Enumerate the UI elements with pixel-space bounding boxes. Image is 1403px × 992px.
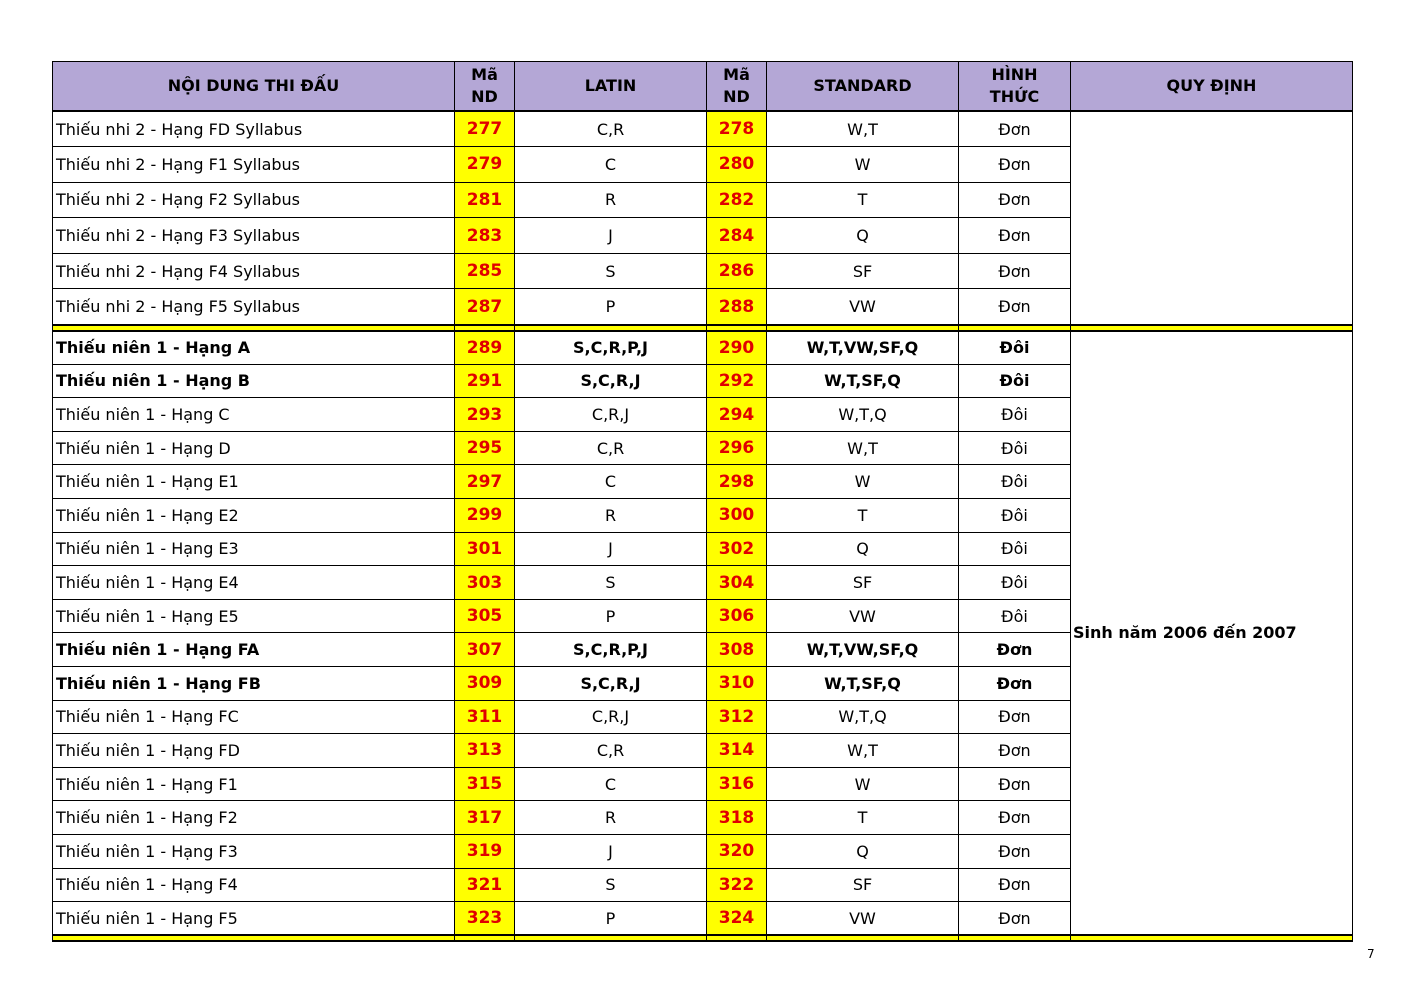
standard-code: 318: [707, 801, 767, 835]
entry-form: Đôi: [959, 599, 1071, 633]
latin-dances: P: [515, 902, 707, 936]
latin-code: 277: [455, 111, 515, 147]
latin-code: 309: [455, 667, 515, 701]
header-standard: STANDARD: [767, 62, 959, 112]
separator-cell: [515, 935, 707, 941]
standard-dances: T: [767, 182, 959, 218]
standard-dances: Q: [767, 834, 959, 868]
entry-form: Đôi: [959, 431, 1071, 465]
latin-code: 279: [455, 147, 515, 183]
entry-form: Đôi: [959, 398, 1071, 432]
latin-code: 305: [455, 599, 515, 633]
latin-dances: R: [515, 499, 707, 533]
event-name: Thiếu niên 1 - Hạng E1: [53, 465, 455, 499]
latin-dances: C,R,J: [515, 700, 707, 734]
table-row: [53, 111, 1353, 147]
age-rule: [1071, 111, 1353, 325]
standard-dances: W,T: [767, 734, 959, 768]
latin-code: 321: [455, 868, 515, 902]
header-thuc-label: THỨC: [989, 87, 1040, 106]
latin-dances: J: [515, 218, 707, 254]
competition-table: [52, 61, 1353, 942]
latin-code: 295: [455, 431, 515, 465]
latin-code: 297: [455, 465, 515, 499]
latin-dances: S,C,R,J: [515, 667, 707, 701]
table-body: [53, 111, 1353, 941]
event-name: Thiếu niên 1 - Hạng FD: [53, 734, 455, 768]
standard-code: 278: [707, 111, 767, 147]
header-quy-dinh: QUY ĐỊNH: [1071, 62, 1353, 112]
standard-code: 292: [707, 364, 767, 398]
event-name: Thiếu nhi 2 - Hạng F5 Syllabus: [53, 289, 455, 325]
standard-dances: W,T,SF,Q: [767, 364, 959, 398]
standard-code: 316: [707, 767, 767, 801]
event-name: Thiếu niên 1 - Hạng F5: [53, 902, 455, 936]
event-name: Thiếu niên 1 - Hạng C: [53, 398, 455, 432]
latin-code: 287: [455, 289, 515, 325]
event-name: Thiếu niên 1 - Hạng F2: [53, 801, 455, 835]
standard-code: 320: [707, 834, 767, 868]
latin-code: 319: [455, 834, 515, 868]
entry-form: Đơn: [959, 734, 1071, 768]
latin-dances: S: [515, 253, 707, 289]
header-nd-label: ND: [723, 87, 750, 106]
latin-dances: C,R: [515, 431, 707, 465]
event-name: Thiếu nhi 2 - Hạng FD Syllabus: [53, 111, 455, 147]
standard-code: 306: [707, 599, 767, 633]
header-noi-dung: NỘI DUNG THI ĐẤU: [53, 62, 455, 112]
event-name: Thiếu niên 1 - Hạng E2: [53, 499, 455, 533]
latin-code: 317: [455, 801, 515, 835]
standard-dances: W,T,SF,Q: [767, 667, 959, 701]
standard-code: 314: [707, 734, 767, 768]
entry-form: Đôi: [959, 532, 1071, 566]
entry-form: Đơn: [959, 902, 1071, 936]
standard-dances: W,T: [767, 431, 959, 465]
latin-dances: C: [515, 767, 707, 801]
latin-code: 301: [455, 532, 515, 566]
entry-form: Đôi: [959, 499, 1071, 533]
latin-dances: C: [515, 465, 707, 499]
standard-code: 282: [707, 182, 767, 218]
event-name: Thiếu niên 1 - Hạng E4: [53, 566, 455, 600]
standard-dances: T: [767, 499, 959, 533]
standard-code: 284: [707, 218, 767, 254]
latin-dances: R: [515, 182, 707, 218]
standard-dances: W,T,Q: [767, 398, 959, 432]
event-name: Thiếu nhi 2 - Hạng F2 Syllabus: [53, 182, 455, 218]
latin-dances: C,R: [515, 734, 707, 768]
header-hinh-thuc: [959, 62, 1071, 112]
standard-code: 288: [707, 289, 767, 325]
standard-code: 324: [707, 902, 767, 936]
latin-code: 283: [455, 218, 515, 254]
standard-dances: SF: [767, 253, 959, 289]
standard-code: 310: [707, 667, 767, 701]
latin-dances: R: [515, 801, 707, 835]
standard-dances: W,T,VW,SF,Q: [767, 633, 959, 667]
age-rule: Sinh năm 2006 đến 2007: [1071, 331, 1353, 936]
entry-form: Đơn: [959, 111, 1071, 147]
entry-form: Đơn: [959, 868, 1071, 902]
event-name: Thiếu nhi 2 - Hạng F3 Syllabus: [53, 218, 455, 254]
table-row: [53, 331, 1353, 365]
event-name: Thiếu niên 1 - Hạng D: [53, 431, 455, 465]
standard-dances: Q: [767, 218, 959, 254]
header-ma-nd-latin: [455, 62, 515, 112]
entry-form: Đơn: [959, 289, 1071, 325]
latin-code: 307: [455, 633, 515, 667]
latin-code: 285: [455, 253, 515, 289]
standard-dances: Q: [767, 532, 959, 566]
group-separator: [53, 935, 1353, 941]
standard-code: 300: [707, 499, 767, 533]
latin-code: 323: [455, 902, 515, 936]
event-name: Thiếu niên 1 - Hạng F4: [53, 868, 455, 902]
latin-dances: J: [515, 532, 707, 566]
latin-dances: S: [515, 566, 707, 600]
standard-code: 280: [707, 147, 767, 183]
separator-cell: [707, 935, 767, 941]
latin-dances: C,R,J: [515, 398, 707, 432]
latin-dances: J: [515, 834, 707, 868]
standard-code: 286: [707, 253, 767, 289]
latin-code: 289: [455, 331, 515, 365]
standard-dances: VW: [767, 599, 959, 633]
event-name: Thiếu nhi 2 - Hạng F1 Syllabus: [53, 147, 455, 183]
latin-code: 281: [455, 182, 515, 218]
standard-dances: W: [767, 767, 959, 801]
standard-dances: W,T,Q: [767, 700, 959, 734]
latin-code: 311: [455, 700, 515, 734]
latin-code: 313: [455, 734, 515, 768]
separator-cell: [1071, 935, 1353, 941]
latin-dances: P: [515, 289, 707, 325]
standard-dances: T: [767, 801, 959, 835]
latin-dances: P: [515, 599, 707, 633]
entry-form: Đơn: [959, 801, 1071, 835]
header-ma-nd-standard: [707, 62, 767, 112]
entry-form: Đơn: [959, 834, 1071, 868]
header-nd-label: ND: [471, 87, 498, 106]
latin-code: 315: [455, 767, 515, 801]
latin-code: 291: [455, 364, 515, 398]
standard-dances: VW: [767, 902, 959, 936]
standard-dances: W: [767, 465, 959, 499]
entry-form: Đơn: [959, 767, 1071, 801]
standard-code: 302: [707, 532, 767, 566]
event-name: Thiếu niên 1 - Hạng FB: [53, 667, 455, 701]
entry-form: Đơn: [959, 182, 1071, 218]
latin-dances: S,C,R,P,J: [515, 633, 707, 667]
standard-dances: SF: [767, 868, 959, 902]
standard-code: 290: [707, 331, 767, 365]
latin-code: 299: [455, 499, 515, 533]
standard-code: 294: [707, 398, 767, 432]
event-name: Thiếu niên 1 - Hạng F3: [53, 834, 455, 868]
latin-code: 303: [455, 566, 515, 600]
standard-code: 298: [707, 465, 767, 499]
event-name: Thiếu niên 1 - Hạng A: [53, 331, 455, 365]
event-name: Thiếu nhi 2 - Hạng F4 Syllabus: [53, 253, 455, 289]
separator-cell: [53, 935, 455, 941]
latin-dances: S,C,R,P,J: [515, 331, 707, 365]
event-name: Thiếu niên 1 - Hạng FC: [53, 700, 455, 734]
standard-code: 308: [707, 633, 767, 667]
header-latin: LATIN: [515, 62, 707, 112]
separator-cell: [959, 935, 1071, 941]
entry-form: Đơn: [959, 700, 1071, 734]
entry-form: Đơn: [959, 218, 1071, 254]
entry-form: Đơn: [959, 253, 1071, 289]
entry-form: Đơn: [959, 147, 1071, 183]
entry-form: Đôi: [959, 364, 1071, 398]
header-ma-label: Mã: [723, 65, 750, 84]
latin-dances: S,C,R,J: [515, 364, 707, 398]
standard-code: 312: [707, 700, 767, 734]
latin-code: 293: [455, 398, 515, 432]
standard-dances: SF: [767, 566, 959, 600]
header-hinh-label: HÌNH: [991, 65, 1038, 84]
entry-form: Đôi: [959, 566, 1071, 600]
entry-form: Đơn: [959, 633, 1071, 667]
standard-code: 304: [707, 566, 767, 600]
event-name: Thiếu niên 1 - Hạng FA: [53, 633, 455, 667]
latin-dances: C: [515, 147, 707, 183]
separator-cell: [455, 935, 515, 941]
header-ma-label: Mã: [471, 65, 498, 84]
standard-dances: VW: [767, 289, 959, 325]
header-row: [53, 62, 1353, 112]
standard-code: 296: [707, 431, 767, 465]
event-name: Thiếu niên 1 - Hạng B: [53, 364, 455, 398]
separator-cell: [767, 935, 959, 941]
entry-form: Đôi: [959, 331, 1071, 365]
standard-dances: W,T,VW,SF,Q: [767, 331, 959, 365]
event-name: Thiếu niên 1 - Hạng F1: [53, 767, 455, 801]
standard-code: 322: [707, 868, 767, 902]
event-name: Thiếu niên 1 - Hạng E5: [53, 599, 455, 633]
page-number: 7: [1367, 947, 1375, 961]
latin-dances: S: [515, 868, 707, 902]
entry-form: Đôi: [959, 465, 1071, 499]
entry-form: Đơn: [959, 667, 1071, 701]
latin-dances: C,R: [515, 111, 707, 147]
event-name: Thiếu niên 1 - Hạng E3: [53, 532, 455, 566]
standard-dances: W: [767, 147, 959, 183]
standard-dances: W,T: [767, 111, 959, 147]
